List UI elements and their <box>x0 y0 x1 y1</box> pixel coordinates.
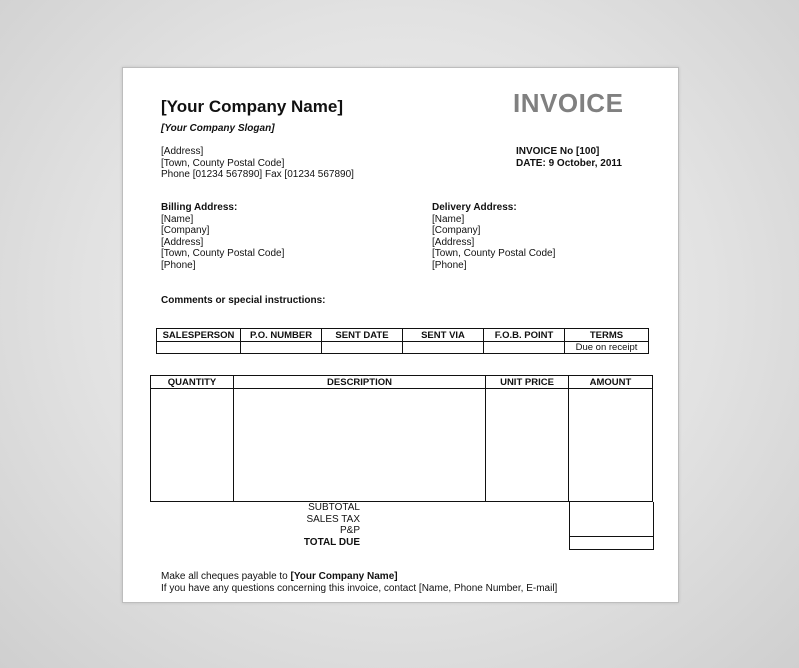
delivery-line: [Company] <box>432 225 481 236</box>
header-sent-date: SENT DATE <box>322 329 403 342</box>
order-info-table <box>156 328 649 354</box>
billing-heading: Billing Address: <box>161 202 238 213</box>
footer <box>161 571 557 594</box>
billing-address <box>161 202 284 271</box>
company-town: [Town, County Postal Code] <box>161 157 285 169</box>
description-cell[interactable] <box>234 389 486 502</box>
delivery-line: [Name] <box>432 213 465 225</box>
sent-via-cell[interactable] <box>403 342 484 354</box>
comments-label: Comments or special instructions: <box>161 295 326 306</box>
table-header-row <box>151 376 653 389</box>
billing-line: [Town, County Postal Code] <box>161 248 285 259</box>
header-fob-point: F.O.B. POINT <box>484 329 565 342</box>
questions-line: If you have any questions concerning this invoice, contact [Name, Phone Number, E-mail] <box>161 582 558 594</box>
cheques-prefix: Make all cheques payable to <box>161 571 291 582</box>
amount-cell[interactable] <box>569 389 653 502</box>
header-terms: TERMS <box>565 329 649 342</box>
company-address: [Address] <box>161 146 204 157</box>
line-items-table <box>150 375 653 502</box>
invoice-title: INVOICE <box>513 88 624 118</box>
company-name: [Your Company Name] <box>161 97 343 116</box>
billing-line: [Phone] <box>161 259 196 271</box>
pp-label: P&P <box>339 525 360 536</box>
header-description: DESCRIPTION <box>234 376 486 389</box>
total-due-label: TOTAL DUE <box>303 536 360 548</box>
company-slogan: [Your Company Slogan] <box>161 123 275 134</box>
unit-price-cell[interactable] <box>486 389 569 502</box>
header-po-number: P.O. NUMBER <box>241 329 322 342</box>
salesperson-cell[interactable] <box>157 342 241 354</box>
delivery-line: [Town, County Postal Code] <box>432 248 556 259</box>
header-salesperson: SALESPERSON <box>157 329 241 342</box>
invoice-meta <box>516 146 622 169</box>
delivery-address <box>432 202 555 271</box>
total-due-divider <box>570 536 653 537</box>
invoice-date: DATE: 9 October, 2011 <box>516 157 622 169</box>
billing-line: [Company] <box>161 225 210 236</box>
header-amount: AMOUNT <box>569 376 653 389</box>
invoice-page <box>122 67 679 603</box>
cheques-company-name: [Your Company Name] <box>290 571 398 582</box>
po-number-cell[interactable] <box>241 342 322 354</box>
fob-point-cell[interactable] <box>484 342 565 354</box>
delivery-line: [Phone] <box>432 259 467 271</box>
sent-date-cell[interactable] <box>322 342 403 354</box>
sales-tax-label: SALES TAX <box>306 513 360 525</box>
header-quantity: QUANTITY <box>151 376 234 389</box>
terms-cell[interactable]: Due on receipt <box>565 342 649 354</box>
table-row <box>151 389 653 502</box>
table-header-row <box>157 329 649 342</box>
billing-line: [Name] <box>161 213 194 225</box>
subtotal-label: SUBTOTAL <box>308 502 360 513</box>
header-sent-via: SENT VIA <box>403 329 484 342</box>
company-phone-fax: Phone [01234 567890] Fax [01234 567890] <box>161 169 354 180</box>
cheques-line <box>161 571 557 583</box>
table-row <box>157 342 649 354</box>
company-address-block <box>161 146 354 181</box>
totals-box[interactable] <box>569 502 654 550</box>
delivery-line: [Address] <box>432 236 475 248</box>
header-unit-price: UNIT PRICE <box>486 376 569 389</box>
quantity-cell[interactable] <box>151 389 234 502</box>
billing-line: [Address] <box>161 236 204 248</box>
invoice-number: INVOICE No [100] <box>516 146 600 157</box>
delivery-heading: Delivery Address: <box>432 202 517 213</box>
